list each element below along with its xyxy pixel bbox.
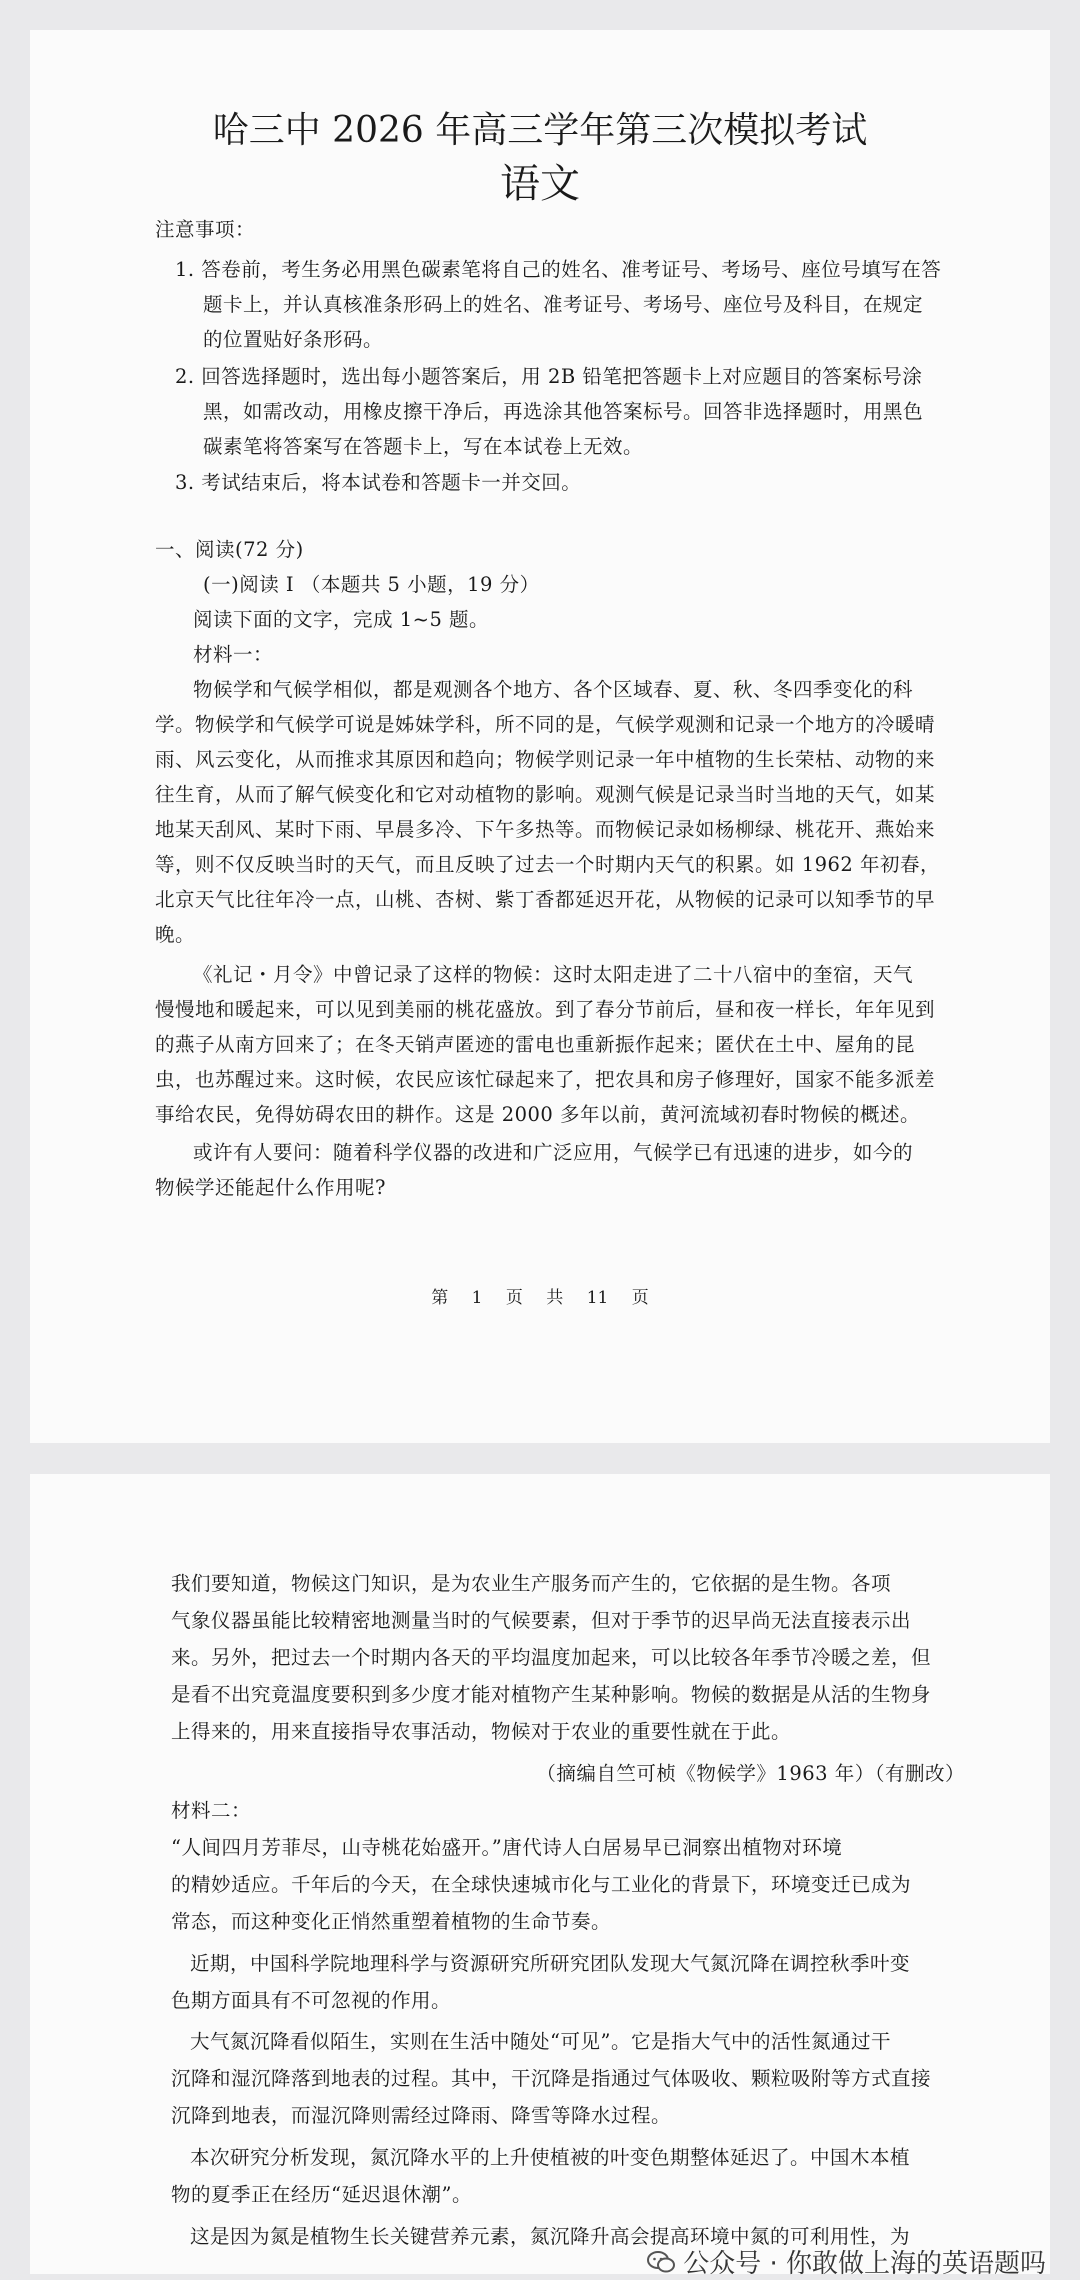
paragraph-line: 近期，中国科学院地理科学与资源研究所研究团队发现大气氮沉降在调控秋季叶变 <box>190 1952 911 1975</box>
wechat-watermark <box>647 2243 1046 2280</box>
paragraph-line: 沉降到地表，而湿沉降则需经过降雨、降雪等降水过程。 <box>171 2104 672 2127</box>
paragraph-line: 气象仪器虽能比较精密地测量当时的气候要素，但对于季节的迟早尚无法直接表示出 <box>171 1609 912 1632</box>
paragraph-line: 物候学和气候学相似，都是观测各个地方、各个区域春、夏、秋、冬四季变化的科 <box>193 678 914 701</box>
paragraph-line: 北京天气比往年冷一点，山桃、杏树、紫丁香都延迟开花，从物候的记录可以知季节的早 <box>155 888 936 911</box>
paragraph-line: “人间四月芳菲尽，山寺桃花始盛开。”唐代诗人白居易早已洞察出植物对环境 <box>171 1836 843 1859</box>
paragraph-line: 我们要知道，物候这门知识，是为农业生产服务而产生的，它依据的是生物。各项 <box>171 1572 892 1595</box>
material-heading: 材料二： <box>171 1799 252 1822</box>
notice-line: 黑，如需改动，用橡皮擦干净后，再选涂其他答案标号。回答非选择题时，用黑色 <box>203 400 924 423</box>
paragraph-line: 沉降和湿沉降落到地表的过程。其中，干沉降是指通过气体吸收、颗粒吸附等方式直接 <box>171 2067 932 2090</box>
source-citation: （摘编自竺可桢《物候学》1963 年）（有删改） <box>536 1762 965 1785</box>
paragraph-line: 这是因为氮是植物生长关键营养元素，氮沉降升高会提高环境中氮的可利用性，为 <box>190 2225 911 2248</box>
paragraph-line: 本次研究分析发现，氮沉降水平的上升使植被的叶变色期整体延迟了。中国木本植 <box>190 2146 911 2169</box>
exam-title: 哈三中 2026 年高三学年第三次模拟考试 <box>212 110 868 151</box>
notice-line: 题卡上，并认真核准条形码上的姓名、准考证号、考场号、座位号及科目，在规定 <box>203 293 924 316</box>
paragraph-line: 色期方面具有不可忽视的作用。 <box>171 1989 452 2012</box>
notice-heading: 注意事项： <box>155 218 256 241</box>
paragraph-line: 物的夏季正在经历“延迟退休潮”。 <box>171 2183 472 2206</box>
paragraph-line: 虫，也苏醒过来。这时候，农民应该忙碌起来了，把农具和房子修理好，国家不能多派差 <box>155 1068 936 1091</box>
section-heading: 一、阅读(72 分) <box>155 538 304 561</box>
paragraph-line: 地某天刮风、某时下雨、早晨多冷、下午多热等。而物候记录如杨柳绿、桃花开、燕始来 <box>155 818 936 841</box>
paragraph-line: 事给农民，免得妨碍农田的耕作。这是 2000 多年以前，黄河流域初春时物候的概述。 <box>155 1103 921 1126</box>
paragraph-line: 或许有人要问：随着科学仪器的改进和广泛应用，气候学已有迅速的进步，如今的 <box>193 1141 914 1164</box>
paragraph-line: 慢慢地和暖起来，可以见到美丽的桃花盛放。到了春分节前后，昼和夜一样长，年年见到 <box>155 998 936 1021</box>
paragraph-line: 《礼记・月令》中曾记录了这样的物候：这时太阳走进了二十八宿中的奎宿，天气 <box>193 963 914 986</box>
notice-line: 1. 答卷前，考生务必用黑色碳素笔将自己的姓名、准考证号、考场号、座位号填写在答 <box>175 258 942 281</box>
paragraph-line: 的燕子从南方回来了；在冬天销声匿迹的雷电也重新振作起来；匿伏在土中、屋角的昆 <box>155 1033 916 1056</box>
subsection-heading: (一)阅读 I （本题共 5 小题，19 分） <box>203 573 540 596</box>
paragraph-line: 晚。 <box>155 923 196 946</box>
paragraph-line: 往生育，从而了解气候变化和它对动植物的影响。观测气候是记录当时当地的天气，如某 <box>155 783 936 806</box>
paragraph-line: 雨、风云变化，从而推求其原因和趋向；物候学则记录一年中植物的生长荣枯、动物的来 <box>155 748 936 771</box>
paragraph-line: 常态，而这种变化正悄然重塑着植物的生命节奏。 <box>171 1910 612 1933</box>
wechat-icon <box>647 2251 675 2273</box>
exam-page-2 <box>30 1474 1050 2274</box>
exam-page-1 <box>30 30 1050 1443</box>
paragraph-line: 物候学还能起什么作用呢? <box>155 1176 386 1199</box>
paragraph-line: 大气氮沉降看似陌生，实则在生活中随处“可见”。它是指大气中的活性氮通过干 <box>190 2030 891 2053</box>
notice-line: 3. 考试结束后，将本试卷和答题卡一并交回。 <box>175 471 582 494</box>
paragraph-line: 是看不出究竟温度要积到多少度才能对植物产生某种影响。物候的数据是从活的生物身 <box>171 1683 932 1706</box>
paragraph-line: 等，则不仅反映当时的天气，而且反映了过去一个时期内天气的积累。如 1962 年初春， <box>155 853 941 876</box>
material-heading: 材料一： <box>193 643 274 666</box>
paragraph-line: 学。物候学和气候学可说是姊妹学科，所不同的是，气候学观测和记录一个地方的冷暖晴 <box>155 713 936 736</box>
notice-line: 的位置贴好条形码。 <box>203 328 384 351</box>
page-footer: 第 1 页 共 11 页 <box>431 1288 649 1308</box>
notice-line: 碳素笔将答案写在答题卡上，写在本试卷上无效。 <box>203 435 644 458</box>
paragraph-line: 来。另外，把过去一个时期内各天的平均温度加起来，可以比较各年季节冷暖之差，但 <box>171 1646 932 1669</box>
notice-line: 2. 回答选择题时，选出每小题答案后，用 2B 铅笔把答题卡上对应题目的答案标号涂 <box>175 365 923 388</box>
instruction-line: 阅读下面的文字，完成 1~5 题。 <box>193 608 490 631</box>
paragraph-line: 上得来的，用来直接指导农事活动，物候对于农业的重要性就在于此。 <box>171 1720 792 1743</box>
watermark-text: 公众号 · 你敢做上海的英语题吗 <box>683 2249 1046 2279</box>
exam-subject: 语文 <box>500 161 580 207</box>
paragraph-line: 的精妙适应。千年后的今天，在全球快速城市化与工业化的背景下，环境变迁已成为 <box>171 1873 912 1896</box>
